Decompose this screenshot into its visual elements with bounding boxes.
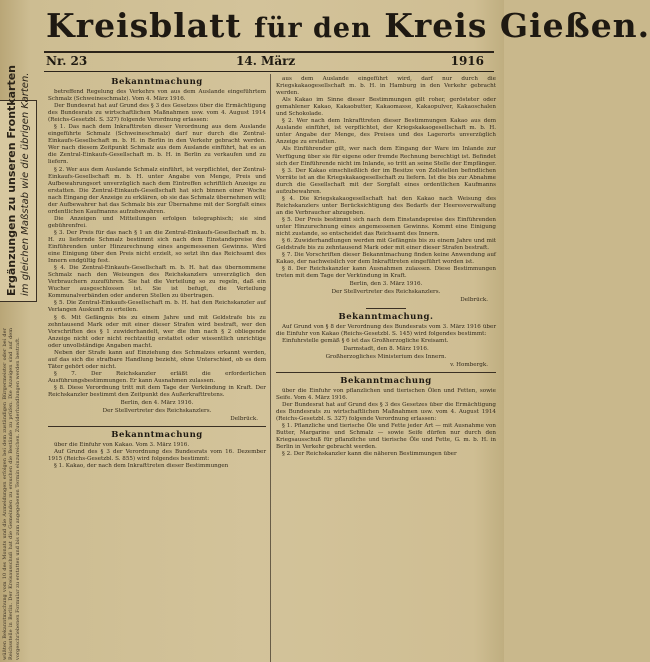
right-paragraph: § 6. Zuwiderhandlungen werden mit Gefängnis bis zu einem Jahre und mit Geldstrafe bis zu zehntausend Mark oder mit einer dieser Strafen bestraft. (276, 238, 496, 252)
right-signature-title: Der Stellvertreter des Reichskanzlers. (331, 289, 441, 296)
left-paragraph: § 4. Die Zentral-Einkaufs-Gesellschaft m. b. H. hat das übernommene Schmalz nach den Weisungen des Reichskanzlers unverzüglich den Verbrauchern zuzuführen. Sie hat die Verteilung so zu regeln, daß ein Wucher ausgeschlossen ist. Sie ist befugt, die Verteilung Kommunalverbänden oder anderen Stellen zu übertragen. (48, 265, 266, 300)
right-paragraph: Auf Grund von § 8 der Verordnung des Bundesrats vom 3. März 1916 über die Einfuhr von Kakao (Reichs-Gesetzbl. S. 145) wird folgendes bestimmt: (276, 323, 496, 337)
left-paragraph: Der Bundesrat hat auf Grund des § 3 des Gesetzes über die Ermächtigung des Bundesrats zu wirtschaftlichen Maßnahmen usw. vom 4. August 1914 (Reichs-Gesetzbl. S. 327) folgende Verordnung erlassen: (48, 103, 266, 124)
left-paragraph: § 2. Wer aus dem Auslande Schmalz einführt, ist verpflichtet, der Zentral-Einkaufs-Gesellschaft m. b. H. unter Angabe von Menge, Preis und Aufbewahrungsort unverzüglich nach dem Eintreffen schriftlich Anzeige zu erstatten. Die Zentral-Einkaufs-Gesellschaft hat sich binnen einer Woche nach Eingang der Anzeige zu erklären, ob sie das Schmalz übernehmen will; der Aufbewahrer hat das Schmalz bis zur Übernahme mit der Sorgfalt eines ordentlichen Kaufmanns aufzubewahren. (48, 166, 266, 215)
left-paragraph: § 1. Kakao, der nach dem Inkrafttreten dieser Bestimmungen (54, 463, 229, 470)
issue-year: 1916 (450, 54, 484, 68)
sidebar-ad-line-2: im gleichen Maßstab wie die übrigen Karten. (20, 72, 31, 296)
masthead (46, 6, 650, 46)
right-paragraph: § 8. Der Reichskanzler kann Ausnahmen zulassen. Diese Bestimmungen treten mit dem Tage der Verkündung in Kraft. (276, 266, 496, 280)
right-signature-title-2: Großherzogliches Ministerium des Innern. (325, 353, 447, 360)
issue-number: Nr. 23 (46, 54, 88, 68)
sidebar-ad-text (4, 65, 34, 296)
right-paragraph: § 4. Die Kriegskakaogesellschaft hat den Kakao nach Weisung des Reichskanzlers unter Berücksichtigung des Bedarfs der Heeresverwaltung an die Verbraucher abzugeben. (276, 195, 496, 216)
right-section-rule (366, 308, 406, 309)
right-paragraph: § 1. Pflanzliche und tierische Öle und Fette jeder Art — mit Ausnahme von Butter, Margarine und Schmalz — sowie Seife dürfen nur durch den Kriegsausschuß für pflanzliche und tierische Öle und Fette, G. m. b. H. in Berlin in Verkehr gebracht werden. (276, 423, 496, 451)
right-column (276, 76, 496, 660)
right-paragraph: Der Bundesrat hat auf Grund des § 3 des Gesetzes über die Ermächtigung des Bundesrats zu wirtschaftlichen Maßnahmen usw. vom 4. August 1914 (Reichs-Gesetzbl. S. 327) folgende Verordnung erlassen: (276, 401, 496, 422)
right-signature-name-2: v. Hombergk. (450, 361, 488, 368)
left-paragraph: Neben der Strafe kann auf Einziehung des Schmalzes erkannt werden, auf das sich die strafbare Handlung bezieht, ohne Unterschied, ob es dem Täter gehört oder nicht. (48, 349, 266, 370)
left-section-rule (48, 426, 266, 427)
right-section-rule-2 (276, 372, 496, 373)
right-paragraph: Als Einführender gilt, wer nach dem Eingang der Ware im Inlande zur Verfügung über sie für eigene oder fremde Rechnung berechtigt ist. Befindet sich der Einführende nicht im Inlande, so tritt an seine Stelle der Empfänger. (276, 146, 497, 167)
left-paragraph: § 6. Mit Gefängnis bis zu einem Jahre und mit Geldstrafe bis zu zehntausend Mark oder mit einer dieser Strafen wird bestraft, wer den Vorschriften des § 1 zuwiderhandelt, wer die ihm nach § 2 obliegende Anzeige nicht oder nicht rechtzeitig erstattet oder wissentlich unrichtige oder unvollständige Angaben macht. (48, 314, 266, 349)
sidebar-strip-text: wüßten Bekanntmachung vom 10 des Monats und die Anmeldungen erfolgen bei dem zuständigen Bürgermeister oder bei der Reichsstelle in Berlin. Der Kreisausschuß hat die Gemeinden zu ersuchen die Bestände zu prüfen. Die Anzeigen sind auf dem vorgeschriebenen Formular zu erstatten und bis zum angegebenen Termin einzureichen. Zuwiderhandlungen werden bestraft. (2, 328, 21, 660)
masthead-connector: für den (254, 13, 372, 44)
header-rule-bottom (44, 71, 494, 72)
right-paragraph: § 5. Der Preis bestimmt sich nach dem Einstandspreise des Einführenden unter Hinzurechnung eines angemessenen Gewinns. Kommt eine Einigung nicht zustande, so entscheidet das Reichsamt des Innern. (276, 216, 496, 238)
left-heading-1: Bekanntmachung (111, 77, 203, 87)
right-heading-3: Bekanntmachung (340, 375, 432, 386)
sidebar-text-strip (0, 330, 40, 662)
left-paragraph: Auf Grund des § 3 der Verordnung des Bundesrats vom 16. Dezember 1915 (Reichs-Gesetzbl. S. 855) wird folgendes bestimmt: (48, 449, 266, 463)
right-paragraph: Einfuhrstelle gemäß § 6 ist das Großherzogliche Kreisamt. (282, 337, 449, 344)
left-paragraph: § 1. Das nach dem Inkrafttreten dieser Verordnung aus dem Auslande eingeführte Schmalz (Schweineschmalz) darf nur durch die Zentral-Einkaufs-Gesellschaft m. b. H. in Berlin in den Verkehr gebracht werden. Wer nach diesem Zeitpunkt Schmalz aus dem Auslande einführt, hat es an die Zentral-Einkaufs-Gesellschaft m. b. H. in Berlin zu verkaufen und zu liefern. (48, 124, 266, 166)
left-paragraph: über die Einfuhr von Kakao. Vom 3. März 1916. (54, 442, 190, 449)
right-paragraph: § 2. Der Reichskanzler kann die näheren Bestimmungen über (282, 451, 457, 458)
right-paragraph: aus dem Auslande eingeführt wird, darf nur durch die Kriegskakaogesellschaft m. b. H. in Hamburg in den Verkehr gebracht werden. (276, 76, 496, 97)
left-signature-name: Delbrück. (230, 416, 258, 423)
left-paragraph: § 5. Die Zentral-Einkaufs-Gesellschaft m. b. H. hat den Reichskanzler auf Verlangen Auskunft zu erteilen. (48, 300, 266, 314)
masthead-region: Kreis Gießen. (384, 6, 650, 45)
header-rule-top (44, 51, 494, 53)
left-paragraph: Die Anzeigen und Mitteilungen erfolgen telegraphisch; sie sind gebührenfrei. (48, 215, 266, 229)
masthead-title: Kreisblatt (46, 6, 242, 45)
right-paragraph: § 2. Wer nach dem Inkrafttreten dieser Bestimmungen Kakao aus dem Auslande einführt, ist verpflichtet, der Kriegskakaogesellschaft m. b. H. unter Angabe der Menge, des Preises und des Lagerorts unverzüglich Anzeige zu erstatten. (276, 118, 496, 146)
issue-line (46, 54, 492, 70)
left-column (48, 76, 266, 660)
right-signature-place-date-2: Darmstadt, den 8. März 1916. (343, 345, 429, 352)
left-signature-place-date: Berlin, den 4. März 1916. (120, 400, 194, 407)
sidebar-ad-line-1: Ergänzungen zu unseren Frontkarten (5, 65, 18, 296)
left-heading-2: Bekanntmachung (111, 430, 203, 441)
left-signature-title: Der Stellvertreter des Reichskanzlers. (102, 408, 212, 415)
column-divider (270, 74, 271, 662)
right-paragraph: Als Kakao im Sinne dieser Bestimmungen gilt roher, gerösteter oder gemahlener Kakao, Kakaobutter, Kakaomasse, Kakaopulver, Kakaoschalen und Schokolade. (276, 97, 496, 118)
left-paragraph: § 8. Diese Verordnung tritt mit dem Tage der Verkündung in Kraft. Der Reichskanzler bestimmt den Zeitpunkt des Außerkrafttretens. (48, 384, 266, 399)
issue-date: 14. März (236, 54, 296, 68)
right-signature-name: Delbrück. (460, 297, 488, 304)
right-heading-2: Bekanntmachung. (338, 311, 434, 322)
right-paragraph: über die Einfuhr von pflanzlichen und tierischen Ölen und Fetten, sowie Seife. Vom 4. März 1916. (276, 387, 496, 401)
left-paragraph: § 7. Der Reichskanzler erläßt die erforderlichen Ausführungsbestimmungen. Er kann Ausnahmen zulassen. (48, 370, 266, 384)
left-paragraph: betreffend Regelung des Verkehrs von aus dem Auslande eingeführtem Schmalz (Schweineschmalz). Vom 4. März 1916. (48, 89, 266, 103)
right-paragraph: § 3. Der Kakao einschließlich der im Besitze von Zollstellen befindlichen Vorräte ist an die Kriegskakaogesellschaft zu liefern. Ist die bis zur Abnahme durch die Gesellschaft mit der Sorgfalt eines ordentlichen Kaufmanns aufzubewahren. (276, 167, 496, 195)
right-paragraph: § 7. Die Vorschriften dieser Bekanntmachung finden keine Anwendung auf Kakao, der nachweislich vor dem Inkrafttreten eingeführt worden ist. (276, 252, 496, 266)
right-signature-place-date: Berlin, den 3. März 1916. (349, 281, 423, 288)
left-paragraph: § 3. Der Preis für das nach § 1 an die Zentral-Einkaufs-Gesellschaft m. b. H. zu liefernde Schmalz bestimmt sich nach dem Einstandspreise des Einführenden unter Hinzurechnung eines angemessenen Gewinns. Wird eine Einigung über den Preis nicht erzielt, so setzt ihn das Reichsamt des Innern endgültig fest. (48, 229, 266, 265)
